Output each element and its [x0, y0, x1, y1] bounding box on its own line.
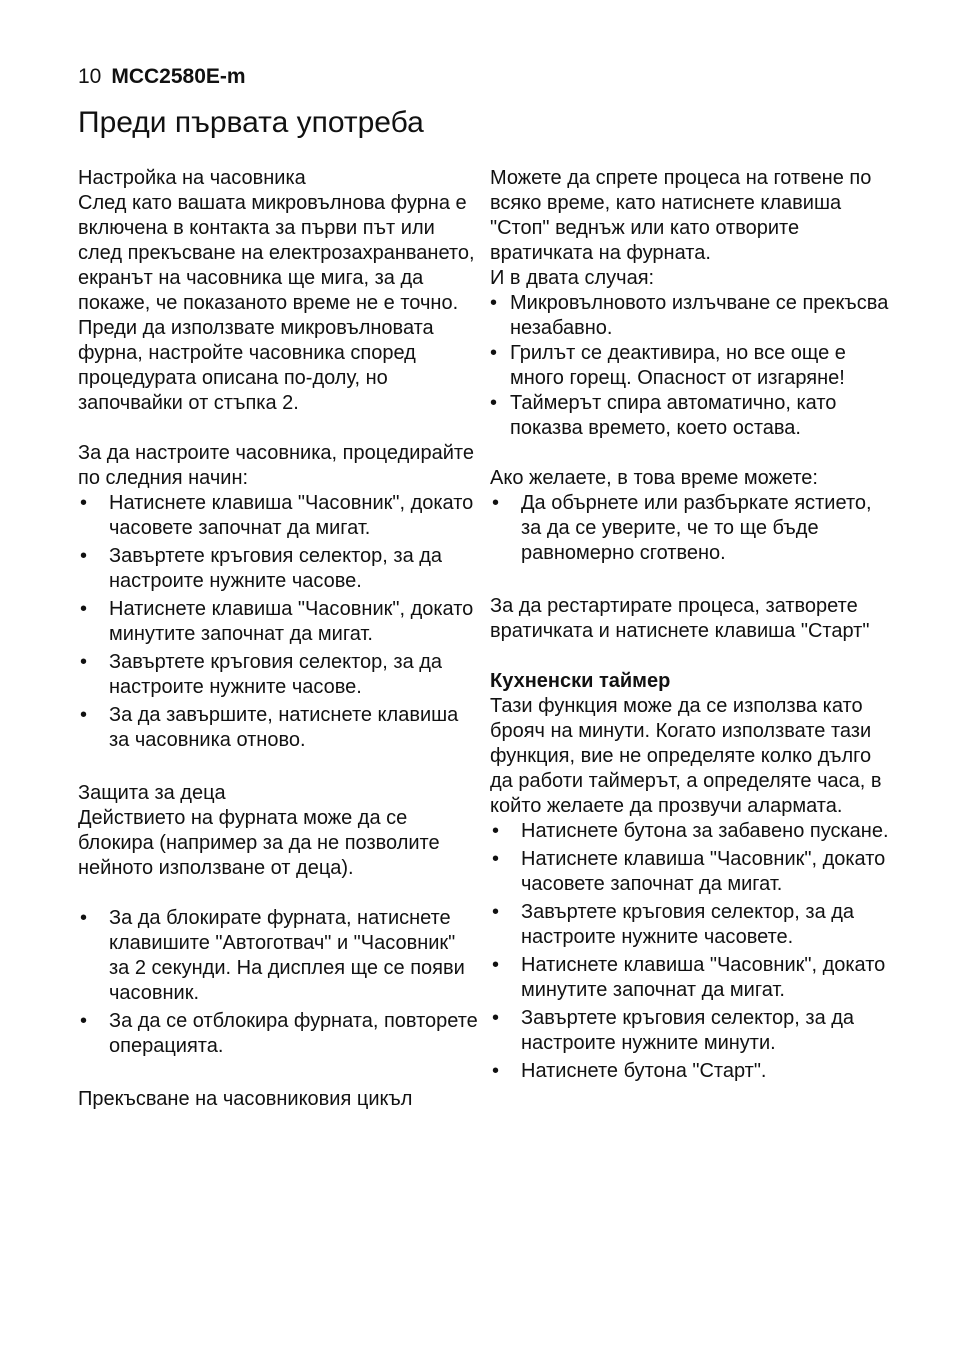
child-lock-steps-list — [78, 906, 478, 1059]
list-item: • Натиснете бутона "Старт". — [490, 1059, 890, 1084]
child-lock-section-title: Защита за деца — [78, 782, 226, 804]
clock-steps-list — [78, 491, 478, 753]
list-item: • Таймерът спира автоматично, като показва времето, което остава. — [490, 391, 890, 441]
wish-steps-list — [490, 491, 890, 566]
page-header — [78, 64, 246, 90]
right-column — [490, 166, 890, 1087]
clock-intro: За да настроите часовника, процедирайте по следния начин: — [78, 442, 474, 489]
page-title: Преди първата употреба — [78, 106, 424, 139]
restart-paragraph: За да рестартирате процеса, затворете вратичката и натиснете клавиша "Старт" — [490, 595, 870, 642]
kitchen-timer-body: Тази функция може да се използва като брояч на минути. Когато използвате тази функция, вие не определяте колко дълго да работи таймерът, а определяте часа, в който желаете да прозвучи алармата. — [490, 695, 882, 817]
interrupt-section-title: Прекъсване на часовниковия цикъл — [78, 1088, 413, 1110]
list-item: • Да обърнете или разбъркате ястието, за да се уверите, че то ще бъде равномерно сготвено. — [490, 491, 890, 566]
list-item: • Натиснете клавиша "Часовник", докато часовете започнат да мигат. — [78, 491, 478, 541]
list-item: • Натиснете клавиша "Часовник", докато часовете започнат да мигат. — [490, 847, 890, 897]
list-item: • Завъртете кръговия селектор, за да настроите нужните часове. — [78, 650, 478, 700]
list-item: • За да блокирате фурната, натиснете клавишите "Автоготвач" и "Часовник" за 2 секунди. На дисплея ще се появи часовник. — [78, 906, 478, 1006]
model-name: MCC2580E-m — [111, 65, 246, 88]
list-item: • За да се отблокира фурната, повторете операцията. — [78, 1009, 478, 1059]
timer-steps-list — [490, 819, 890, 1084]
list-item: • Грилът се деактивира, но все още е много горещ. Опасност от изгаряне! — [490, 341, 890, 391]
list-item: • За да завършите, натиснете клавиша за часовника отново. — [78, 703, 478, 753]
page-number: 10 — [78, 65, 102, 88]
child-lock-section-body: Действието на фурната може да се блокира (например за да не позволите нейното използване от деца). — [78, 807, 440, 879]
if-wish-text: Ако желаете, в това време можете: — [490, 467, 818, 489]
list-item: • Натиснете клавиша "Часовник", докато минутите започнат да мигат. — [490, 953, 890, 1003]
stop-paragraph: Можете да спрете процеса на готвене по всяко време, като натиснете клавиша "Стоп" веднъж или като отворите вратичката на фурната. — [490, 167, 872, 264]
list-item: • Натиснете бутона за забавено пускане. — [490, 819, 890, 844]
cases-list — [490, 291, 890, 441]
list-item: • Микровълновото излъчване се прекъсва незабавно. — [490, 291, 890, 341]
left-column — [78, 166, 478, 1112]
clock-section-title: Настройка на часовника — [78, 167, 306, 189]
list-item: • Завъртете кръговия селектор, за да настроите нужните минути. — [490, 1006, 890, 1056]
list-item: • Завъртете кръговия селектор, за да настроите нужните часовете. — [490, 900, 890, 950]
both-cases-text: И в двата случая: — [490, 267, 655, 289]
clock-section-body: След като вашата микровълнова фурна е включена в контакта за първи път или след прекъсване на електрозахранването, екранът на часовника ще мига, за да покаже, че показаното време не е точно. Преди да използвате микровълновата фурна, настройте часовника според процедурата описана по-долу, но започвайки от стъпка 2. — [78, 192, 475, 414]
kitchen-timer-title: Кухненски таймер — [490, 670, 671, 692]
list-item: • Натиснете клавиша "Часовник", докато минутите започнат да мигат. — [78, 597, 478, 647]
list-item: • Завъртете кръговия селектор, за да настроите нужните часове. — [78, 544, 478, 594]
